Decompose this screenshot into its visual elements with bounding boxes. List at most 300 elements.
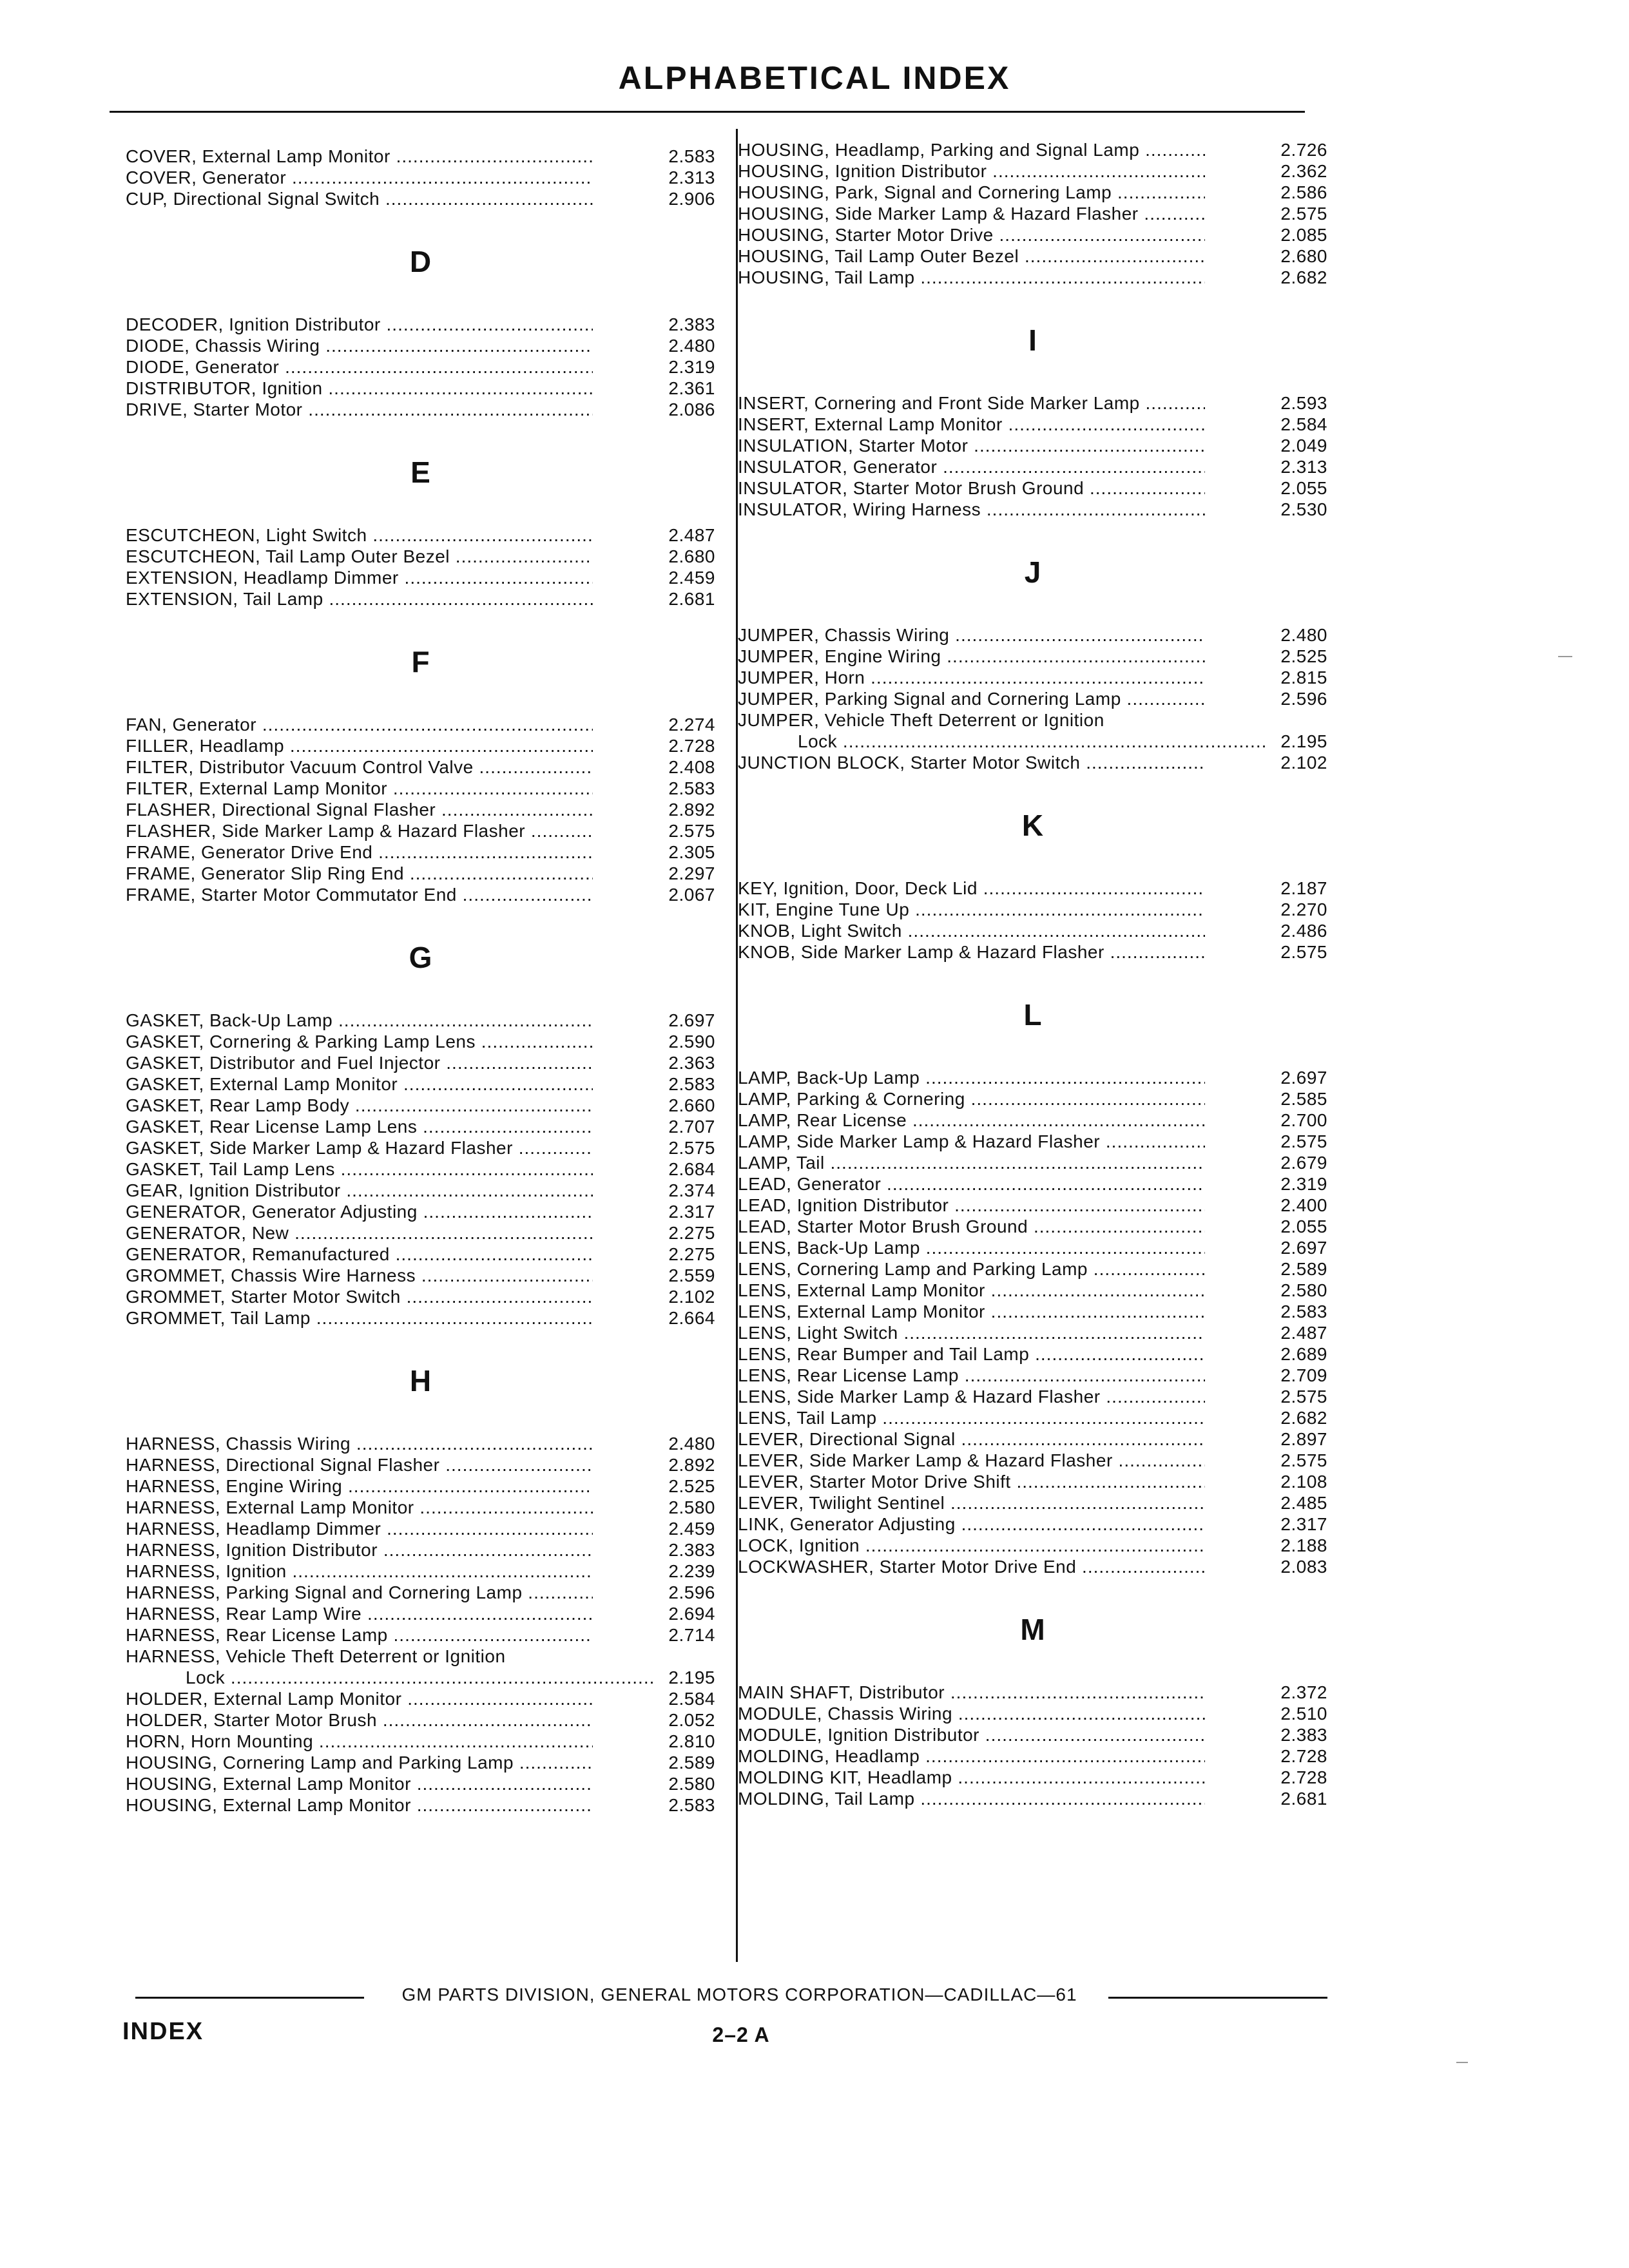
entry-page-ref: 2.680 (668, 546, 715, 566)
index-entry (738, 435, 1327, 456)
entry-page-ref: 2.583 (668, 146, 715, 166)
entry-name: EXTENSION, Headlamp Dimmer ..... (126, 567, 593, 588)
entry-name: DECODER, Ignition Distributor ..... (126, 314, 593, 335)
entry-name: FILTER, External Lamp Monitor ..... (126, 778, 593, 799)
entry-page-ref: 2.317 (1280, 1514, 1327, 1534)
page-title: ALPHABETICAL INDEX (618, 60, 1011, 96)
entry-name: INSULATION, Starter Motor ..... (738, 435, 1205, 456)
entry-name: MOLDING, Tail Lamp ..... (738, 1788, 1205, 1809)
index-entry (738, 1343, 1327, 1365)
entry-page-ref: 2.188 (1280, 1535, 1327, 1555)
index-entry (126, 799, 715, 820)
entry-page-ref: 2.480 (668, 336, 715, 356)
index-entry (126, 1731, 715, 1752)
entry-name: INSULATOR, Starter Motor Brush Ground ..... (738, 477, 1205, 499)
entry-name: Lock ..... (738, 731, 1265, 752)
entry-name: LAMP, Parking & Cornering ..... (738, 1088, 1205, 1110)
entry-name: HARNESS, Engine Wiring ..... (126, 1475, 593, 1497)
index-entry (738, 1724, 1327, 1745)
entry-name: MODULE, Ignition Distributor ..... (738, 1724, 1205, 1745)
index-entry (738, 1088, 1327, 1110)
entry-name: HARNESS, External Lamp Monitor ..... (126, 1497, 593, 1518)
footer-publisher-line: GM PARTS DIVISION, GENERAL MOTORS CORPORATION—CADILLAC—61 (401, 1984, 1077, 2004)
entry-name: KNOB, Light Switch ..... (738, 920, 1205, 941)
entry-page-ref: 2.575 (1280, 942, 1327, 962)
entry-name: INSULATOR, Generator ..... (738, 456, 1205, 477)
index-entry (738, 1703, 1327, 1724)
entry-name: HOUSING, Tail Lamp Outer Bezel ..... (738, 245, 1205, 267)
entry-name: FRAME, Starter Motor Commutator End ..... (126, 884, 593, 905)
entry-page-ref: 2.372 (1280, 1682, 1327, 1702)
index-entry (738, 160, 1327, 182)
entry-name: DIODE, Chassis Wiring ..... (126, 335, 593, 356)
index-entry (126, 1454, 715, 1475)
index-entry (738, 667, 1327, 688)
entry-name: FILTER, Distributor Vacuum Control Valve ..... (126, 756, 593, 778)
entry-name: GEAR, Ignition Distributor ..... (126, 1180, 593, 1201)
entry-name: LEVER, Starter Motor Drive Shift ..... (738, 1471, 1205, 1492)
index-entry (126, 356, 715, 378)
entry-name: GROMMET, Starter Motor Switch ..... (126, 1286, 593, 1307)
entry-page-ref: 2.275 (668, 1244, 715, 1264)
entry-name: LENS, Tail Lamp ..... (738, 1407, 1205, 1428)
entry-page-ref: 2.682 (1280, 1408, 1327, 1428)
section-letter: H (409, 1364, 432, 1398)
entry-page-ref: 2.664 (668, 1308, 715, 1328)
entry-page-ref: 2.815 (1280, 668, 1327, 687)
section-letter: I (1028, 323, 1037, 357)
entry-page-ref: 2.055 (1280, 1216, 1327, 1236)
index-entry (738, 1195, 1327, 1216)
entry-name: HOUSING, Ignition Distributor ..... (738, 160, 1205, 182)
index-entry (738, 709, 1327, 731)
section-letter: L (1023, 998, 1042, 1032)
entry-page-ref: 2.689 (1280, 1344, 1327, 1364)
entry-page-ref: 2.585 (1280, 1089, 1327, 1109)
entry-name: HARNESS, Ignition Distributor ..... (126, 1539, 593, 1561)
entry-name: HARNESS, Directional Signal Flasher ..... (126, 1454, 593, 1475)
entry-page-ref: 2.575 (1280, 1131, 1327, 1151)
index-entry (126, 1201, 715, 1222)
index-entry (126, 1752, 715, 1773)
entry-name: HARNESS, Ignition ..... (126, 1561, 593, 1582)
entry-name: Lock ..... (126, 1667, 653, 1688)
index-entry (126, 146, 715, 167)
entry-page-ref: 2.083 (1280, 1557, 1327, 1577)
entry-page-ref: 2.906 (668, 189, 715, 209)
entry-name: LENS, Side Marker Lamp & Hazard Flasher ..... (738, 1386, 1205, 1407)
entry-page-ref: 2.374 (668, 1180, 715, 1200)
index-entry (738, 878, 1327, 899)
entry-name: HOUSING, Headlamp, Parking and Signal Lamp ..... (738, 139, 1205, 160)
entry-name: LEAD, Starter Motor Brush Ground ..... (738, 1216, 1205, 1237)
entry-page-ref: 2.589 (1280, 1259, 1327, 1279)
index-entry (126, 820, 715, 841)
entry-page-ref: 2.052 (668, 1710, 715, 1730)
entry-name: LEVER, Directional Signal ..... (738, 1428, 1205, 1450)
entry-page-ref: 2.707 (668, 1117, 715, 1137)
entry-page-ref: 2.239 (668, 1561, 715, 1581)
index-entry (738, 646, 1327, 667)
index-entry (126, 567, 715, 588)
entry-page-ref: 2.480 (1280, 625, 1327, 645)
entry-page-ref: 2.575 (668, 821, 715, 841)
entry-name: FLASHER, Side Marker Lamp & Hazard Flasher ..... (126, 820, 593, 841)
entry-page-ref: 2.510 (1280, 1704, 1327, 1724)
entry-name: LENS, Rear License Lamp ..... (738, 1365, 1205, 1386)
index-section (126, 420, 715, 610)
entry-name: KEY, Ignition, Door, Deck Lid ..... (738, 878, 1205, 899)
entry-page-ref: 2.575 (1280, 1450, 1327, 1470)
index-entry (738, 1237, 1327, 1258)
entry-page-ref: 2.810 (668, 1731, 715, 1751)
index-entry (126, 1307, 715, 1329)
entry-page-ref: 2.383 (668, 1540, 715, 1560)
index-entry (738, 203, 1327, 224)
entry-name: FILLER, Headlamp ..... (126, 735, 593, 756)
entry-name: JUMPER, Parking Signal and Cornering Lamp ..... (738, 688, 1205, 709)
entry-name: HORN, Horn Mounting ..... (126, 1731, 593, 1752)
index-entry (738, 1152, 1327, 1173)
left-column (126, 146, 715, 1816)
entry-name: LENS, Back-Up Lamp ..... (738, 1237, 1205, 1258)
entry-name: FLASHER, Directional Signal Flasher ..... (126, 799, 593, 820)
entry-page-ref: 2.728 (1280, 1746, 1327, 1766)
entry-page-ref: 2.892 (668, 1455, 715, 1475)
entry-name: LENS, Cornering Lamp and Parking Lamp ..... (738, 1258, 1205, 1280)
index-entry (738, 941, 1327, 963)
entry-name: DRIVE, Starter Motor ..... (126, 399, 593, 420)
index-entry (126, 1561, 715, 1582)
entry-page-ref: 2.681 (1280, 1789, 1327, 1809)
index-section (738, 288, 1327, 520)
entry-page-ref: 2.680 (1280, 246, 1327, 266)
entry-name: HOUSING, Starter Motor Drive ..... (738, 224, 1205, 245)
margin-mark (1558, 656, 1572, 657)
index-entry (738, 731, 1327, 752)
index-entry (126, 756, 715, 778)
index-entry (126, 1539, 715, 1561)
index-entry (738, 392, 1327, 414)
index-section (126, 610, 715, 905)
entry-name: LEAD, Ignition Distributor ..... (738, 1195, 1205, 1216)
footer-section-label: INDEX (122, 2018, 204, 2045)
entry-page-ref: 2.583 (668, 778, 715, 798)
index-entry (738, 267, 1327, 288)
index-entry (738, 1514, 1327, 1535)
index-entry (126, 1582, 715, 1603)
entry-page-ref: 2.590 (668, 1032, 715, 1052)
entry-page-ref: 2.580 (1280, 1280, 1327, 1300)
index-entry (738, 1407, 1327, 1428)
entry-page-ref: 2.575 (668, 1138, 715, 1158)
index-entry (738, 1767, 1327, 1788)
index-entry (126, 588, 715, 610)
entry-page-ref: 2.085 (1280, 225, 1327, 245)
index-entry (126, 1475, 715, 1497)
index-entry (738, 1386, 1327, 1407)
entry-name: LENS, Rear Bumper and Tail Lamp ..... (738, 1343, 1205, 1365)
entry-name: HARNESS, Chassis Wiring ..... (126, 1433, 593, 1454)
entry-name: HARNESS, Parking Signal and Cornering Lamp ..... (126, 1582, 593, 1603)
index-entry (126, 1116, 715, 1137)
entry-name: ESCUTCHEON, Tail Lamp Outer Bezel ..... (126, 546, 593, 567)
entry-page-ref: 2.313 (668, 168, 715, 187)
entry-name: EXTENSION, Tail Lamp ..... (126, 588, 593, 610)
index-entry (126, 1709, 715, 1731)
entry-page-ref: 2.319 (1280, 1174, 1327, 1194)
index-entry (126, 1667, 715, 1688)
entry-page-ref: 2.584 (1280, 414, 1327, 434)
entry-page-ref: 2.049 (1280, 436, 1327, 456)
index-entry (738, 1110, 1327, 1131)
entry-page-ref: 2.583 (668, 1795, 715, 1815)
entry-page-ref: 2.726 (1280, 140, 1327, 160)
entry-name: LENS, External Lamp Monitor ..... (738, 1301, 1205, 1322)
section-letter: F (411, 645, 430, 678)
index-entry (738, 414, 1327, 435)
section-letter: M (1020, 1613, 1045, 1646)
entry-name: LENS, External Lamp Monitor ..... (738, 1280, 1205, 1301)
entry-name: ESCUTCHEON, Light Switch ..... (126, 524, 593, 546)
index-entry (126, 524, 715, 546)
index-section (738, 963, 1327, 1577)
entry-name: HOUSING, External Lamp Monitor ..... (126, 1773, 593, 1794)
entry-page-ref: 2.589 (668, 1753, 715, 1773)
entry-name: DISTRIBUTOR, Ignition ..... (126, 378, 593, 399)
index-entry (738, 1301, 1327, 1322)
index-section (126, 209, 715, 420)
entry-name: GROMMET, Tail Lamp ..... (126, 1307, 593, 1329)
entry-name: GENERATOR, Generator Adjusting ..... (126, 1201, 593, 1222)
index-entry (126, 863, 715, 884)
entry-page-ref: 2.697 (668, 1010, 715, 1030)
entry-name: HOUSING, Cornering Lamp and Parking Lamp ..... (126, 1752, 593, 1773)
entry-page-ref: 2.728 (668, 736, 715, 756)
entry-page-ref: 2.485 (1280, 1493, 1327, 1513)
entry-page-ref: 2.408 (668, 757, 715, 777)
entry-name: GASKET, Back-Up Lamp ..... (126, 1010, 593, 1031)
entry-name: JUMPER, Engine Wiring ..... (738, 646, 1205, 667)
entry-page-ref: 2.487 (668, 525, 715, 545)
index-entry (126, 884, 715, 905)
index-entry (126, 1052, 715, 1073)
entry-page-ref: 2.067 (668, 885, 715, 905)
entry-page-ref: 2.102 (1280, 753, 1327, 773)
index-entry (126, 1222, 715, 1244)
entry-name: LOCK, Ignition ..... (738, 1535, 1205, 1556)
index-entry (738, 1280, 1327, 1301)
entry-page-ref: 2.317 (668, 1202, 715, 1222)
index-entry (738, 477, 1327, 499)
entry-page-ref: 2.195 (668, 1667, 715, 1687)
entry-page-ref: 2.700 (1280, 1110, 1327, 1130)
entry-page-ref: 2.108 (1280, 1472, 1327, 1492)
entry-name: INSULATOR, Wiring Harness ..... (738, 499, 1205, 520)
index-entry (126, 1095, 715, 1116)
entry-name: INSERT, Cornering and Front Side Marker Lamp ..... (738, 392, 1205, 414)
entry-name: INSERT, External Lamp Monitor ..... (738, 414, 1205, 435)
section-letter: K (1021, 809, 1044, 842)
entry-name: GROMMET, Chassis Wire Harness ..... (126, 1265, 593, 1286)
entry-name: COVER, External Lamp Monitor ..... (126, 146, 593, 167)
entry-name: JUMPER, Horn ..... (738, 667, 1205, 688)
entry-page-ref: 2.480 (668, 1434, 715, 1454)
entry-page-ref: 2.459 (668, 568, 715, 588)
index-section (738, 1577, 1327, 1809)
entry-page-ref: 2.681 (668, 589, 715, 609)
margin-mark (1456, 2062, 1468, 2063)
index-entry (126, 546, 715, 567)
entry-page-ref: 2.596 (1280, 689, 1327, 709)
index-entry (738, 1788, 1327, 1809)
entry-name: MOLDING KIT, Headlamp ..... (738, 1767, 1205, 1788)
entry-page-ref: 2.313 (1280, 457, 1327, 477)
entry-page-ref: 2.682 (1280, 267, 1327, 287)
entry-page-ref: 2.697 (1280, 1068, 1327, 1088)
entry-name: LAMP, Back-Up Lamp ..... (738, 1067, 1205, 1088)
index-entry (126, 735, 715, 756)
entry-name: GASKET, External Lamp Monitor ..... (126, 1073, 593, 1095)
index-entry (738, 1322, 1327, 1343)
entry-page-ref: 2.530 (1280, 499, 1327, 519)
index-entry (738, 245, 1327, 267)
entry-name: GASKET, Cornering & Parking Lamp Lens ..... (126, 1031, 593, 1052)
entry-name: FAN, Generator ..... (126, 714, 593, 735)
section-letter: J (1024, 555, 1041, 589)
entry-name: LENS, Light Switch ..... (738, 1322, 1205, 1343)
entry-page-ref: 2.684 (668, 1159, 715, 1179)
index-section (738, 520, 1327, 773)
entry-page-ref: 2.709 (1280, 1365, 1327, 1385)
entry-page-ref: 2.583 (1280, 1302, 1327, 1321)
index-entry (738, 1216, 1327, 1237)
entry-name: CUP, Directional Signal Switch ..... (126, 188, 593, 209)
entry-name: HOUSING, Tail Lamp ..... (738, 267, 1205, 288)
footer-rule-left (135, 1997, 364, 1999)
entry-page-ref: 2.102 (668, 1287, 715, 1307)
index-entry (126, 1137, 715, 1158)
index-entry (738, 688, 1327, 709)
entry-page-ref: 2.575 (1280, 1387, 1327, 1407)
index-entry (738, 624, 1327, 646)
entry-page-ref: 2.714 (668, 1625, 715, 1645)
index-entry (738, 1492, 1327, 1514)
entry-name: LEAD, Generator ..... (738, 1173, 1205, 1195)
section-letter: E (410, 456, 430, 489)
index-entry (738, 920, 1327, 941)
entry-name: KNOB, Side Marker Lamp & Hazard Flasher ..... (738, 941, 1205, 963)
entry-page-ref: 2.187 (1280, 878, 1327, 898)
index-entry (126, 378, 715, 399)
entry-page-ref: 2.297 (668, 863, 715, 883)
entry-page-ref: 2.487 (1280, 1323, 1327, 1343)
index-entry (126, 167, 715, 188)
index-entry (126, 1624, 715, 1646)
index-entry (126, 1518, 715, 1539)
right-column (738, 139, 1327, 1809)
footer-page-number: 2–2 A (712, 2023, 770, 2046)
entry-page-ref: 2.383 (668, 314, 715, 334)
index-entry (738, 1450, 1327, 1471)
index-entry (738, 1556, 1327, 1577)
entry-page-ref: 2.575 (1280, 204, 1327, 224)
index-entry (738, 1258, 1327, 1280)
entry-name: KIT, Engine Tune Up ..... (738, 899, 1205, 920)
index-entry (126, 1286, 715, 1307)
index-entry (126, 1497, 715, 1518)
entry-page-ref: 2.525 (668, 1476, 715, 1496)
entry-name: GASKET, Distributor and Fuel Injector ..... (126, 1052, 593, 1073)
entry-name: LEVER, Twilight Sentinel ..... (738, 1492, 1205, 1514)
entry-page-ref: 2.728 (1280, 1767, 1327, 1787)
entry-name: FRAME, Generator Slip Ring End ..... (126, 863, 593, 884)
index-entry (126, 399, 715, 420)
index-entry (126, 1031, 715, 1052)
index-entry (738, 1535, 1327, 1556)
entry-name: HOLDER, External Lamp Monitor ..... (126, 1688, 593, 1709)
index-entry (126, 188, 715, 209)
entry-name: HARNESS, Vehicle Theft Deterrent or Ignition (126, 1646, 506, 1666)
index-entry (126, 335, 715, 356)
entry-name: HARNESS, Rear License Lamp ..... (126, 1624, 593, 1646)
index-entry (738, 1745, 1327, 1767)
index-entry (738, 224, 1327, 245)
entry-name: HOLDER, Starter Motor Brush ..... (126, 1709, 593, 1731)
title-rule (110, 111, 1305, 113)
index-section (126, 905, 715, 1329)
entry-name: GENERATOR, Remanufactured ..... (126, 1244, 593, 1265)
entry-page-ref: 2.361 (668, 378, 715, 398)
entry-name: HOUSING, Park, Signal and Cornering Lamp ..... (738, 182, 1205, 203)
entry-name: GENERATOR, New ..... (126, 1222, 593, 1244)
index-entry (126, 1180, 715, 1201)
entry-page-ref: 2.486 (1280, 921, 1327, 941)
entry-page-ref: 2.580 (668, 1497, 715, 1517)
index-entry (738, 899, 1327, 920)
entry-page-ref: 2.305 (668, 842, 715, 862)
entry-page-ref: 2.583 (668, 1074, 715, 1094)
entry-name: GASKET, Rear License Lamp Lens ..... (126, 1116, 593, 1137)
entry-page-ref: 2.697 (1280, 1238, 1327, 1258)
index-entry (126, 714, 715, 735)
footer-rule-right (1108, 1997, 1327, 1999)
entry-page-ref: 2.459 (668, 1519, 715, 1539)
entry-name: LEVER, Side Marker Lamp & Hazard Flasher ..... (738, 1450, 1205, 1471)
entry-name: HARNESS, Rear Lamp Wire ..... (126, 1603, 593, 1624)
entry-page-ref: 2.055 (1280, 478, 1327, 498)
entry-page-ref: 2.319 (668, 357, 715, 377)
index-entry (126, 1433, 715, 1454)
index-entry (126, 1073, 715, 1095)
index-entry (738, 752, 1327, 773)
index-section (126, 146, 715, 209)
section-letter: G (409, 941, 432, 974)
entry-page-ref: 2.679 (1280, 1153, 1327, 1173)
entry-page-ref: 2.400 (1280, 1195, 1327, 1215)
index-entry (126, 1265, 715, 1286)
entry-page-ref: 2.270 (1280, 899, 1327, 919)
entry-name: LAMP, Rear License ..... (738, 1110, 1205, 1131)
entry-page-ref: 2.362 (1280, 161, 1327, 181)
index-entry (126, 1010, 715, 1031)
entry-name: COVER, Generator ..... (126, 167, 593, 188)
index-entry (738, 182, 1327, 203)
index-entry (738, 1173, 1327, 1195)
entry-page-ref: 2.274 (668, 715, 715, 735)
entry-page-ref: 2.660 (668, 1095, 715, 1115)
entry-page-ref: 2.383 (1280, 1725, 1327, 1745)
